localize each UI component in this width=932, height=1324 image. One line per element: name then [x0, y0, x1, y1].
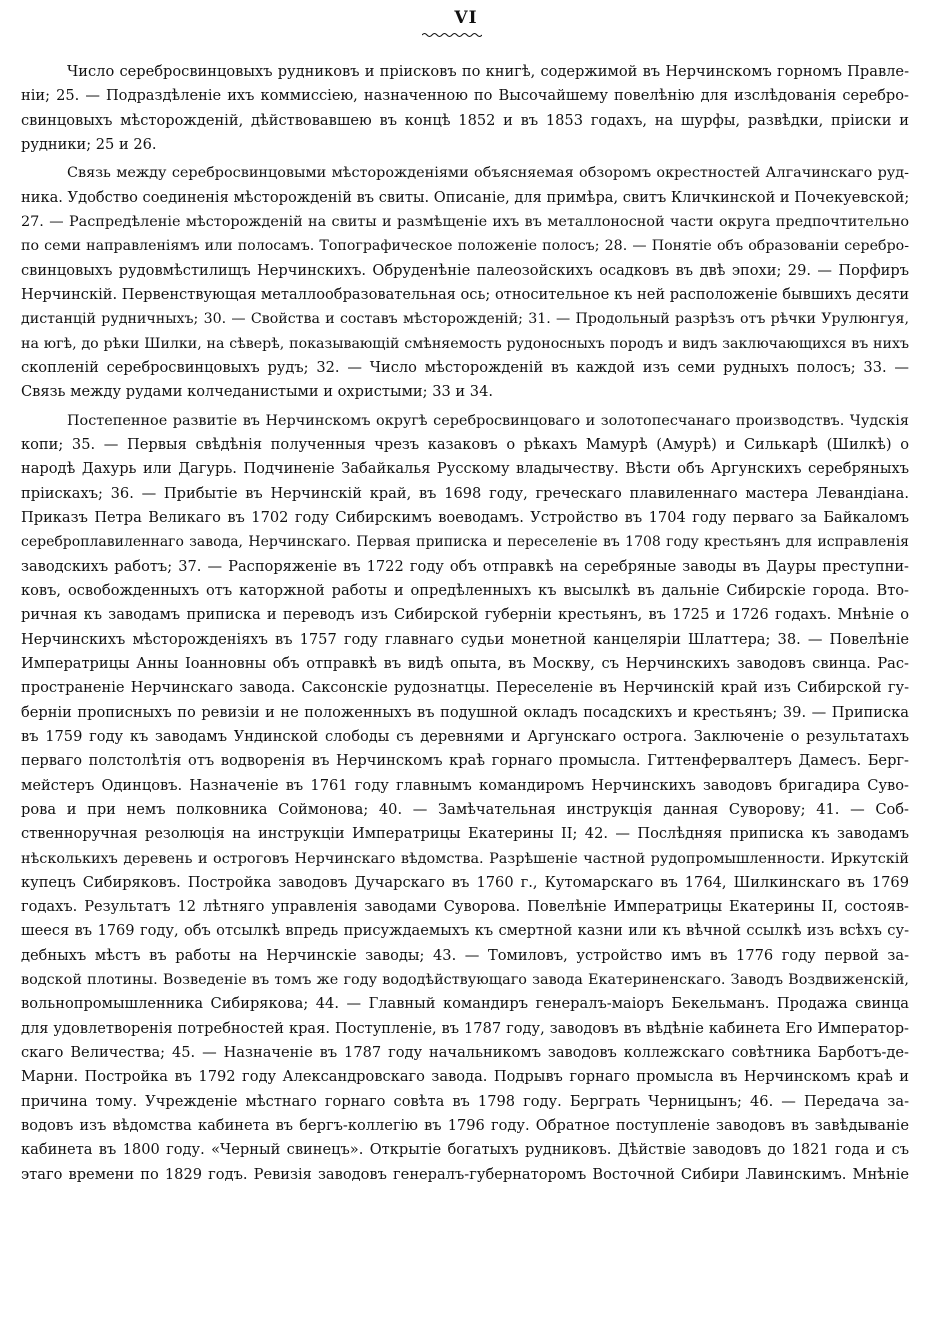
text-line: дебныхъ мѣстъ въ работы на Нерчинскіе заводы; 43. — Томиловъ, устройство имъ въ 1776 году первой за- [21, 946, 909, 964]
text-line: причина тому. Учрежденіе мѣстнаго горнаго совѣта въ 1798 году. Берграть Черницынъ; 46. — Передача за- [21, 1092, 909, 1110]
text-line: шееся въ 1769 году, объ отсылкѣ впредь присуждаемыхъ къ смертной казни или къ вѣчной ссылкѣ изъ всѣхъ су- [21, 922, 909, 940]
text-line: рудники; 25 и 26. [21, 135, 157, 153]
text-line: перваго полстолѣтія отъ водворенія въ Нерчинскомъ краѣ горнаго промысла. Гиттенфервалтеръ Дамесъ. Берг- [21, 752, 909, 770]
text-line: Приказъ Петра Великаго въ 1702 году Сибирскимъ воеводамъ. Устройство въ 1704 году перваго за Байкаломъ [21, 508, 909, 526]
text-line: 27. — Распредѣленіе мѣсторожденій на свиты и размѣщеніе ихъ въ металлоносной части округа предпочтительно [21, 213, 909, 230]
text-line: по семи направленіямъ или полосамъ. Топографическое положеніе полосъ; 28. — Понятіе объ образованіи серебро- [21, 238, 909, 255]
text-line: въ 1759 году къ заводамъ Ундинской слободы съ деревнями и Аргунскаго острога. Заключеніе о результатахъ [21, 727, 909, 745]
text-line: ственноручная резолюція на инструкціи Императрицы Екатерины II; 42. — Послѣдняя приписка къ заводамъ [21, 825, 909, 843]
text-line: заводскихъ работъ; 37. — Распоряженіе въ 1722 году объ отправкѣ на серебряные заводы въ Дауры преступни- [21, 557, 909, 575]
text-line: Марни. Постройка въ 1792 году Александровскаго завода. Подрывъ горнаго промысла въ Нерчинскомъ краѣ и [21, 1068, 909, 1086]
text-line: рова и при немъ полковника Соймонова; 40. — Замѣчательная инструкція данная Суворову; 41. — Соб- [21, 800, 909, 818]
text-line: Связь между серебросвинцовыми мѣсторожденіями объясняемая обзоромъ окрестностей Алгачинскаго руд- [67, 165, 909, 182]
page-number: VI [454, 8, 478, 28]
text-line: скопленій серебросвинцовыхъ рудъ; 32. — Число мѣсторожденій въ каждой изъ семи рудныхъ полосъ; 33. — [21, 358, 909, 376]
text-line: свинцовыхъ мѣсторожденій, дѣйствовавшею въ концѣ 1852 и въ 1853 годахъ, на шурфы, развѣдки, пріиски и [21, 111, 909, 129]
text-line: водовъ изъ вѣдомства кабинета въ бергъ-коллегію въ 1796 году. Обратное поступленіе заводовъ въ завѣдываніе [21, 1117, 909, 1135]
text-line: этаго времени по 1829 годъ. Ревизія заводовъ генералъ-губернаторомъ Восточной Сибири Лавинскимъ. Мнѣніе [21, 1165, 909, 1183]
text-line: свинцовыхъ рудовмѣстилищъ Нерчинскихъ. Обруденѣніе палеозойскихъ осадковъ въ двѣ эпохи; 29. — Порфиръ [21, 261, 909, 279]
text-line: Нерчинскій. Первенствующая металлообразовательная ось; относительное къ ней расположеніе бывшихъ десяти [21, 285, 910, 303]
text-line: пріискахъ; 36. — Прибытіе въ Нерчинскій край, въ 1698 году, греческаго плавиленнаго мастера Левандіана. [21, 484, 909, 502]
text-line: Число серебросвинцовыхъ рудниковъ и пріисковъ по книгѣ, содержимой въ Нерчинскомъ горномъ Правле- [67, 63, 909, 80]
text-line: Нерчинскихъ мѣсторожденіяхъ въ 1757 году главнаго судьи монетной канцеляріи Шлаттера; 38. — Повелѣніе [21, 630, 909, 648]
text-line: берніи прописныхъ по ревизіи и не положенныхъ въ подушной окладъ посадскихъ и крестьянъ; 39. — Приписка [21, 703, 909, 721]
text-line: на югѣ, до рѣки Шилки, на сѣверѣ, показывающій смѣняемость рудоносныхъ породъ и видъ заключающихся въ нихъ [21, 335, 909, 352]
text-line: Императрицы Анны Іоанновны объ отправкѣ въ видѣ опыта, въ Москву, съ Нерчинскихъ заводовъ свинца. Рас- [21, 654, 909, 672]
text-line: скаго Величества; 45. — Назначеніе въ 1787 году начальникомъ заводовъ коллежскаго совѣтника Барботъ-де- [21, 1044, 909, 1062]
text-line: народѣ Дахурь или Дагурь. Подчиненіе Забайкалья Русскому владычеству. Вѣсти объ Аргунскихъ серебряныхъ [21, 460, 909, 478]
text-line: Связь между рудами колчеданистыми и охристыми; 33 и 34. [21, 383, 494, 401]
text-line: вольнопромышленника Сибирякова; 44. — Главный командиръ генералъ-маіоръ Бекельманъ. Продажа свинца [21, 995, 909, 1013]
text-line: Постепенное развитіе въ Нерчинскомъ округѣ серебросвинцоваго и золотопесчанаго производствъ. Чудскія [67, 412, 909, 429]
text-line: ковъ, освобожденныхъ отъ каторжной работы и опредѣленныхъ къ высылкѣ въ дальніе Сибирскіе города. Вто- [21, 581, 909, 599]
page-number-ornament [422, 32, 482, 38]
body-text [21, 60, 909, 1187]
text-line: копи; 35. — Первыя свѣдѣнія полученныя чрезъ казаковъ о рѣкахъ Мамурѣ (Амурѣ) и Силькарѣ (Шилкѣ) о [21, 435, 909, 453]
text-line: ричная къ заводамъ приписка и переводъ изъ Сибирской губерніи крестьянъ, въ 1725 и 1726 годахъ. Мнѣніе о [21, 606, 909, 624]
text-line: кабинета въ 1800 году. «Черный свинецъ». Открытіе богатыхъ рудниковъ. Дѣйствіе заводовъ до 1821 года и съ [21, 1141, 909, 1159]
text-line: сереброплавиленнаго завода, Нерчинскаго. Первая приписка и переселеніе въ 1708 году крестьянъ для исправленія [21, 534, 909, 551]
text-line: купецъ Сибиряковъ. Постройка заводовъ Дучарскаго въ 1760 г., Кутомарскаго въ 1764, Шилкинскаго въ 1769 [21, 873, 909, 891]
text-line: мейстеръ Одинцовъ. Назначеніе въ 1761 году главнымъ командиромъ Нерчинскихъ заводовъ бригадира Суво- [21, 776, 909, 794]
text-line: годахъ. Результатъ 12 лѣтняго управленія заводами Суворова. Повелѣніе Императрицы Екатерины II, состояв- [21, 898, 909, 916]
text-line: пространеніе Нерчинскаго завода. Саксонскіе рудознатцы. Переселеніе въ Нерчинскій край изъ Сибирской гу- [21, 679, 909, 697]
text-line: ніи; 25. — Подраздѣленіе ихъ коммиссіею, назначенною по Высочайшему повелѣнію для изслѣдованія серебро- [21, 87, 909, 105]
text-line: водской плотины. Возведеніе въ томъ же году вододѣйствующаго завода Екатериненскаго. Заводъ Воздвиженскій, [21, 972, 909, 989]
text-line: дистанцій рудничныхъ; 30. — Свойства и составъ мѣсторожденій; 31. — Продольный разрѣзъ отъ рѣчки Урулюнгуя, [21, 311, 909, 328]
text-line: для удовлетворенія потребностей края. Поступленіе, въ 1787 году, заводовъ въ вѣдѣніе кабинета Его Император- [21, 1019, 909, 1037]
text-line: ника. Удобство соединенія мѣсторожденій въ свиты. Описаніе, для примѣра, свитъ Кличкинской и Почекуевской; [21, 188, 910, 206]
text-line: нѣсколькихъ деревень и остроговъ Нерчинскаго вѣдомства. Разрѣшеніе частной рудопромышленности. Иркутскій [21, 850, 909, 867]
